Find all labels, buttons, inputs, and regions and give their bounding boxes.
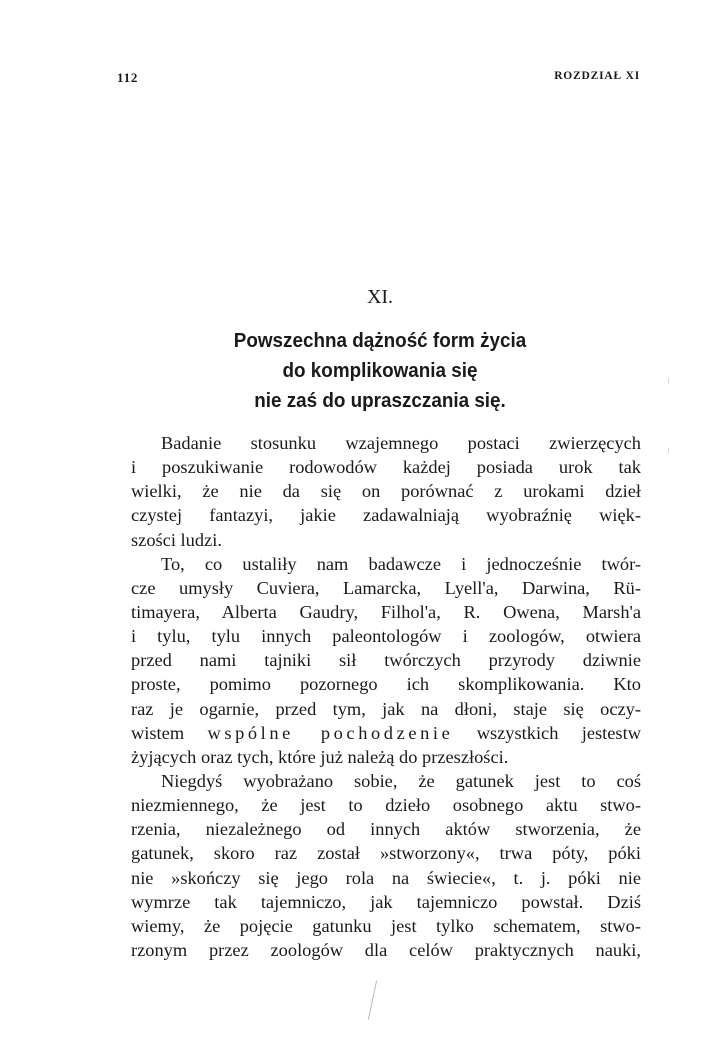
text-line: szości ludzi. bbox=[131, 529, 222, 550]
text-fragment: wszystkich jestestw bbox=[476, 722, 641, 743]
text-line: Niegdyś wyobrażano sobie, że gatunek jest to coś bbox=[161, 770, 641, 791]
text-line: i poszukiwanie rodowodów każdej posiada urok tak bbox=[131, 457, 641, 478]
text-line: i tylu, tylu innych paleontologów i zoologów, otwiera bbox=[131, 626, 641, 647]
text-line: timayera, Alberta Gaudry, Filhol'a, R. Owena, Marsh'a bbox=[131, 601, 641, 622]
body-text bbox=[131, 431, 641, 962]
pencil-mark bbox=[368, 980, 377, 1019]
scan-speck bbox=[668, 378, 669, 384]
text-line: wielki, że nie da się on porównać z urokami dzieł bbox=[131, 481, 641, 502]
chapter-title bbox=[30, 326, 720, 416]
text-line: cze umysły Cuviera, Lamarcka, Lyell'a, Darwina, Rü- bbox=[131, 577, 641, 598]
text-line: wymrze tak tajemniczo, jak tajemniczo powstał. Dziś bbox=[131, 891, 641, 912]
text-line: czystej fantazyi, jakie zadawalniają wyobraźnię więk- bbox=[131, 505, 641, 526]
text-line: rzenia, niezależnego od innych aktów stworzenia, że bbox=[131, 819, 641, 840]
text-line: niezmiennego, że jest to dzieło osobnego aktu stwo- bbox=[131, 795, 641, 816]
chapter-title-line: Powszechna dążność form życia bbox=[233, 329, 527, 352]
text-line: żyjących oraz tych, które już należą do przeszłości. bbox=[131, 746, 509, 767]
running-head bbox=[117, 70, 640, 88]
chapter-title-line: do komplikowania się bbox=[282, 359, 478, 382]
text-line: przed nami tajniki sił twórczych przyrody dziwnie bbox=[131, 650, 641, 671]
chapter-title-line: nie zaś do upraszczania się. bbox=[254, 389, 506, 412]
text-line: raz je ogarnie, przed tym, jak na dłoni, staje się oczy- bbox=[131, 698, 641, 719]
running-title: ROZDZIAŁ XI bbox=[554, 70, 640, 82]
scan-speck bbox=[668, 448, 669, 453]
text-line: To, co ustaliły nam badawcze i jednocześnie twór- bbox=[161, 553, 641, 574]
text-line: wiemy, że pojęcie gatunku jest tylko schematem, stwo- bbox=[131, 915, 641, 936]
spaced-emphasis: wspólne pochodzenie bbox=[207, 722, 454, 743]
text-line: nie »skończy się jego rola na świecie«, t. j. póki nie bbox=[131, 867, 641, 888]
text-line: proste, pomimo pozornego ich skomplikowania. Kto bbox=[131, 674, 641, 695]
page-number: 112 bbox=[117, 70, 139, 85]
chapter-number: XI. bbox=[366, 286, 394, 308]
text-line: Badanie stosunku wzajemnego postaci zwierzęcych bbox=[161, 433, 641, 453]
text-line: rzonym przez zoologów dla celów praktycznych nauki, bbox=[131, 939, 641, 960]
text-line-emphasis bbox=[131, 721, 641, 745]
text-fragment: wistem bbox=[131, 722, 185, 743]
text-line: gatunek, skoro raz został »stworzony«, trwa póty, póki bbox=[131, 843, 641, 864]
